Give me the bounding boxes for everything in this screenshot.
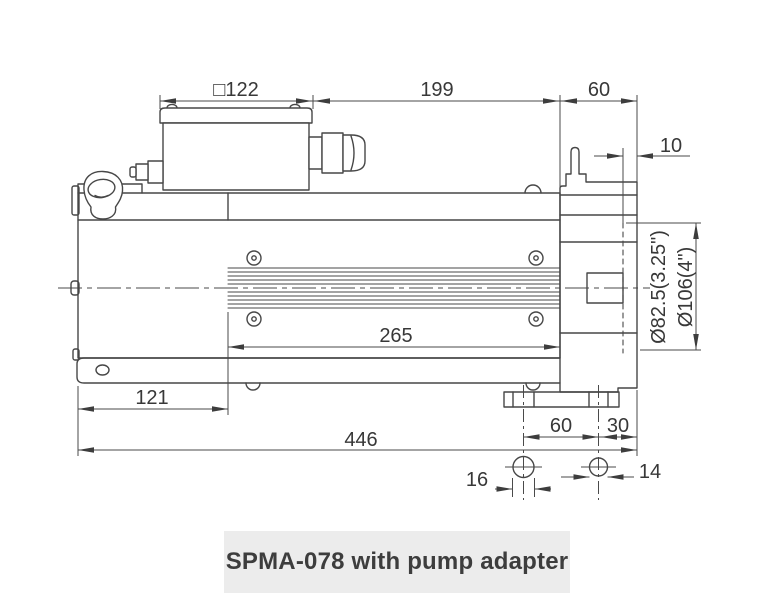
dim-foot-hole-width: 14 bbox=[638, 461, 662, 483]
terminal-box-body bbox=[163, 123, 309, 190]
mounting-foot bbox=[504, 392, 619, 407]
dim-overall-length: 446 bbox=[344, 429, 378, 451]
dim-box-to-flange: 199 bbox=[420, 79, 454, 101]
dim-body-length: 265 bbox=[379, 325, 413, 347]
dim-rear-section: 121 bbox=[135, 387, 169, 409]
dim-foot-hole-spacing: 60 bbox=[549, 415, 573, 437]
caption-box bbox=[224, 531, 570, 593]
dim-flange-length: 60 bbox=[587, 79, 611, 101]
bottom-rail bbox=[77, 358, 560, 390]
terminal-box-lid bbox=[160, 108, 312, 123]
dim-flange-diameter: Ø106(4") bbox=[675, 246, 697, 328]
breather-fitting bbox=[130, 161, 163, 183]
caption-text: SPMA-078 with pump adapter bbox=[225, 548, 569, 575]
drain-bump-left bbox=[246, 383, 260, 390]
terminal-box bbox=[130, 104, 365, 190]
dim-foot-hole-offset: 30 bbox=[606, 415, 630, 437]
dim-pilot-diameter: Ø82.5(3.25") bbox=[648, 230, 670, 344]
drain-bump-right bbox=[526, 383, 540, 390]
pump-adapter bbox=[560, 148, 637, 393]
lifting-eye bbox=[84, 171, 123, 219]
top-plug-bump bbox=[525, 185, 541, 193]
dim-foot-slot-width: 16 bbox=[465, 469, 489, 491]
rail-slot-hole bbox=[96, 365, 109, 375]
cable-gland-icon bbox=[309, 133, 365, 173]
dim-terminal-box-size: □122 bbox=[213, 79, 259, 101]
dim-pilot-depth: 10 bbox=[659, 135, 683, 157]
